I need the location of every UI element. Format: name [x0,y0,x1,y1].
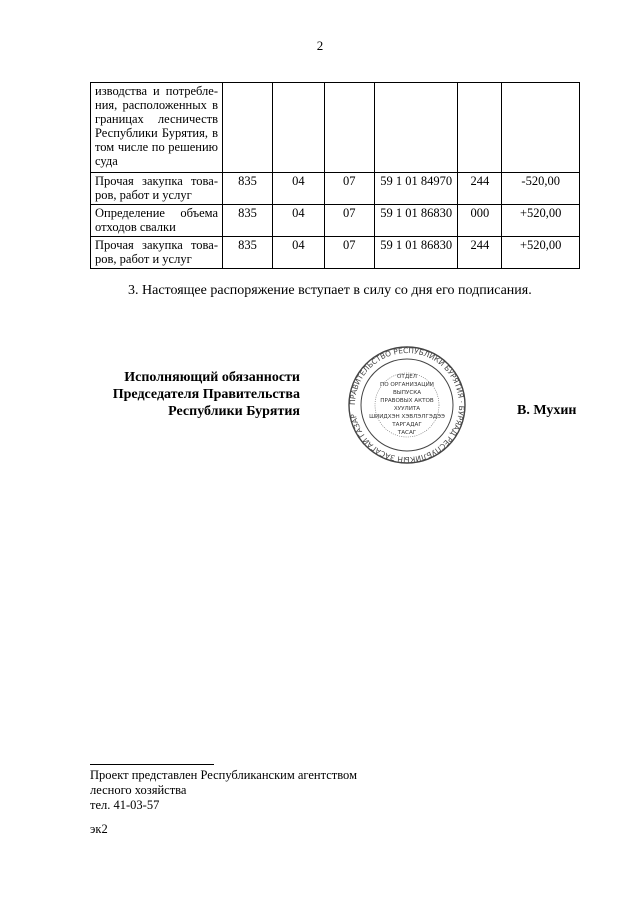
footnote-line: тел. 41-03-57 [90,798,160,812]
code-cell: 04 [273,205,325,237]
code-cell: 04 [273,237,325,269]
official-seal-stamp [342,346,472,464]
code-cell: 07 [324,173,374,205]
amount-cell: +520,00 [502,237,580,269]
code-cell: 835 [223,173,273,205]
code-cell: 04 [273,173,325,205]
seal-center-line: ТАСАГ [397,430,417,436]
seal-center-line: ПРАВОВЫХ АКТОВ [380,398,434,404]
desc: Определение объема отходов свалки [91,205,223,237]
document-code: эк2 [90,822,108,836]
code-cell [324,83,374,173]
table-row [91,237,580,269]
code-cell: 244 [458,237,502,269]
desc: изводства и потребле-ния, расположенных в границах лесничеств Республики Бурятия, в том числе по решению суда [91,83,223,173]
budget-table [90,82,580,269]
code-cell: 59 1 01 86830 [374,205,458,237]
code-cell: 07 [324,205,374,237]
table-row [91,83,580,173]
code-cell: 000 [458,205,502,237]
seal-center-line: ВЫПУСКА [392,390,422,396]
seal-outer-text: ПРАВИТЕЛЬСТВО РЕСПУБЛИКИ БУРЯТИЯ · БУРЯАД РЕСПУБЛИКЫН ЗАСАГАЙ ГАЗАР [347,346,467,464]
signer-title-line: Председателя Правительства [112,387,300,402]
code-cell: 59 1 01 86830 [374,237,458,269]
code-cell [458,83,502,173]
seal-center-line: ОТДЕЛ [397,374,417,380]
code-cell: 07 [324,237,374,269]
signer-title-line: Республики Бурятия [168,404,300,419]
table-row [91,205,580,237]
amount-cell: +520,00 [502,205,580,237]
seal-center-line: ТАРГАДАГ [392,422,422,428]
seal-center-line: ПО ОРГАНИЗАЦИИ [380,382,434,388]
code-cell: 835 [223,237,273,269]
seal-center-line: ШИИДХЭН ХЭВЛЭЛГЭДЭЭ [369,414,445,420]
desc: Прочая закупка това-ров, работ и услуг [91,173,223,205]
footnote [90,768,357,813]
desc: Прочая закупка това-ров, работ и услуг [91,237,223,269]
code-cell: 835 [223,205,273,237]
code-cell: 59 1 01 84970 [374,173,458,205]
code-cell [223,83,273,173]
seal-center-line: ХУУЛИТА [393,406,421,412]
amount-cell: -520,00 [502,173,580,205]
footnote-line: Проект представлен Республиканским агентством [90,768,357,782]
footnote-line: лесного хозяйства [90,783,187,797]
signer-title [60,369,300,420]
amount-cell [502,83,580,173]
table-row [91,173,580,205]
clause-text: 3. Настоящее распоряжение вступает в силу со дня его подписания. [128,283,532,298]
code-cell [273,83,325,173]
code-cell: 244 [458,173,502,205]
code-cell [374,83,458,173]
signature-name: В. Мухин [517,403,577,418]
signer-title-line: Исполняющий обязанности [124,370,300,385]
page-number: 2 [316,38,324,53]
footnote-divider [90,764,214,765]
